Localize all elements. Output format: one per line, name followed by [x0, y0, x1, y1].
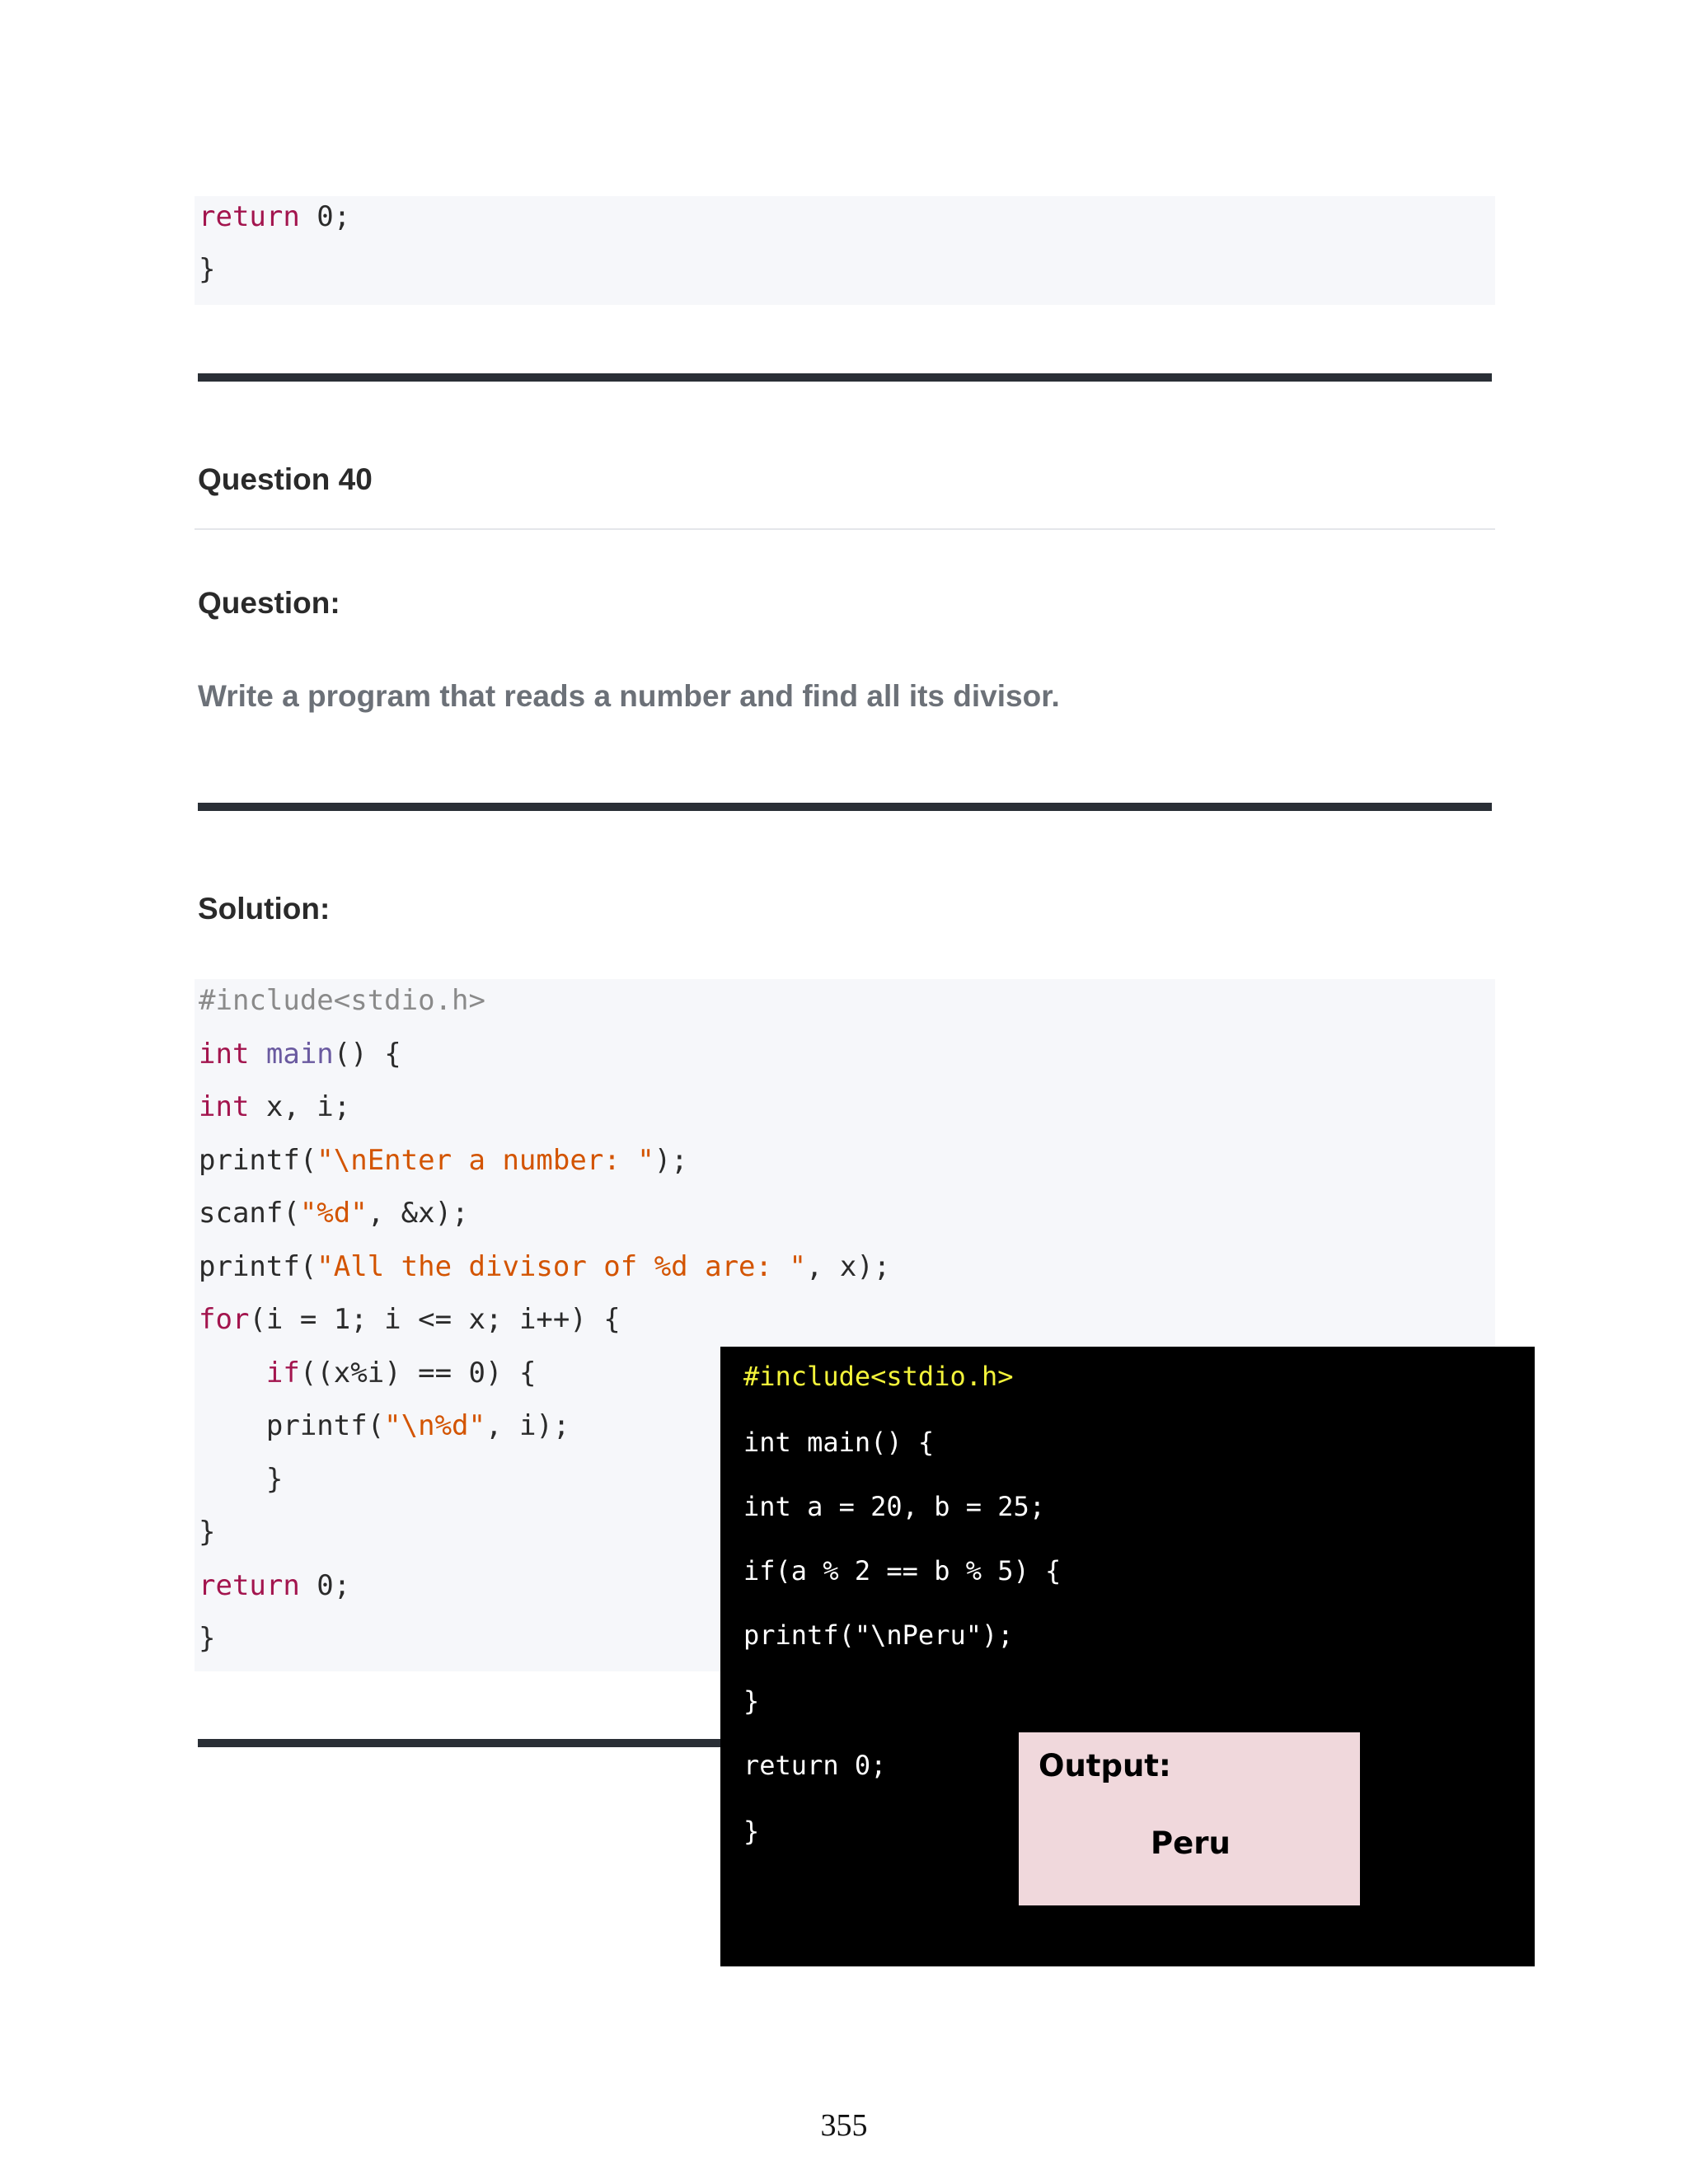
- code-line: }: [199, 1622, 216, 1655]
- code-line: [199, 1038, 401, 1071]
- code-text: , x);: [805, 1250, 891, 1283]
- code-line: [199, 200, 351, 233]
- code-line: [199, 1569, 351, 1602]
- keyword: return: [199, 1569, 300, 1602]
- string-literal: "%d": [299, 1197, 368, 1230]
- question-text: Write a program that reads a number and find all its divisor.: [198, 679, 1060, 713]
- overlay-code-line: #include<stdio.h>: [743, 1361, 1014, 1392]
- function-name: main: [249, 1038, 334, 1071]
- keyword: for: [199, 1303, 250, 1336]
- code-text: () {: [333, 1038, 401, 1071]
- overlay-code-line: printf("\nPeru");: [743, 1619, 1014, 1651]
- code-text: ((x%i) == 0) {: [299, 1357, 537, 1390]
- code-example-overlay: [720, 1347, 1535, 1966]
- overlay-code-line: return 0;: [743, 1750, 887, 1781]
- page-number: 355: [820, 2108, 868, 2143]
- keyword: int: [199, 1090, 250, 1123]
- code-line: [199, 1144, 688, 1177]
- solution-label: Solution:: [198, 892, 331, 926]
- code-text: printf(: [199, 1144, 317, 1177]
- string-literal: "\n%d": [384, 1409, 485, 1442]
- code-line: [199, 1303, 621, 1336]
- code-line: }: [199, 1516, 216, 1549]
- code-text: (i = 1; i <= x; i++) {: [249, 1303, 621, 1336]
- output-label: Output:: [1039, 1748, 1171, 1783]
- code-line: #include<stdio.h>: [199, 984, 485, 1017]
- code-text: 0;: [299, 200, 351, 233]
- overlay-code-line: }: [743, 1685, 760, 1717]
- section-divider: [198, 803, 1492, 811]
- code-text: , i);: [485, 1409, 570, 1442]
- code-text: x, i;: [249, 1090, 351, 1123]
- code-line: [199, 1357, 537, 1390]
- code-text: scanf(: [199, 1197, 300, 1230]
- question-number-heading: Question 40: [198, 462, 373, 496]
- code-text: 0;: [299, 1569, 351, 1602]
- section-divider: [198, 373, 1492, 382]
- heading-underline: [195, 528, 1495, 530]
- question-label: Question:: [198, 586, 340, 620]
- overlay-code-line: int a = 20, b = 25;: [743, 1491, 1046, 1522]
- code-line: [199, 1250, 891, 1283]
- code-text: printf(: [199, 1409, 385, 1442]
- code-line: [199, 1090, 351, 1123]
- overlay-code-line: int main() {: [743, 1427, 935, 1458]
- code-line: }: [199, 1463, 284, 1496]
- keyword: if: [265, 1357, 300, 1390]
- output-box: [1019, 1732, 1360, 1905]
- code-indent: [199, 1357, 266, 1390]
- code-line: }: [199, 253, 216, 286]
- overlay-code-line: }: [743, 1816, 760, 1847]
- output-value: Peru: [1151, 1825, 1231, 1861]
- code-line: [199, 1197, 469, 1230]
- code-text: );: [654, 1144, 688, 1177]
- keyword: int: [199, 1038, 250, 1071]
- overlay-code-line: if(a % 2 == b % 5) {: [743, 1555, 1062, 1586]
- code-text: printf(: [199, 1250, 317, 1283]
- code-line: [199, 1409, 570, 1442]
- string-literal: "All the divisor of %d are: ": [316, 1250, 806, 1283]
- string-literal: "\nEnter a number: ": [316, 1144, 654, 1177]
- top-code-block: [195, 196, 1495, 305]
- keyword: return: [199, 200, 300, 233]
- code-text: , &x);: [367, 1197, 469, 1230]
